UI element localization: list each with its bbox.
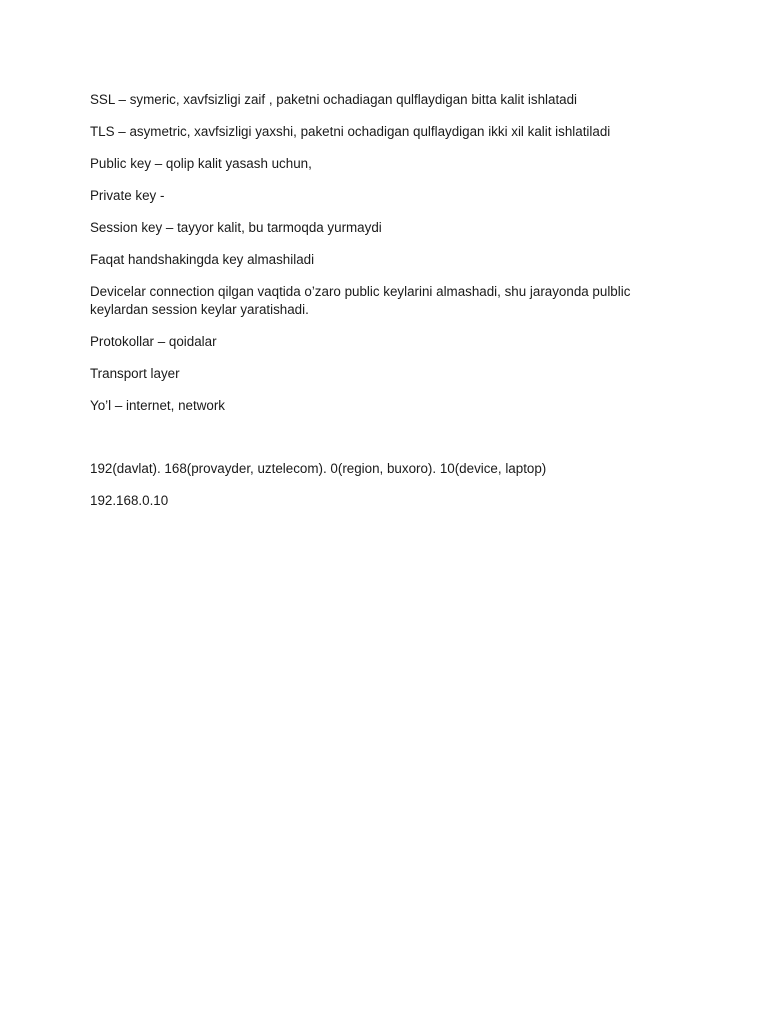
paragraph-protokollar: Protokollar – qoidalar — [90, 334, 217, 349]
paragraph-ssl: SSL – symeric, xavfsizligi zaif , paketni ochadiagan qulflaydigan bitta kalit ishlatadi — [90, 92, 578, 107]
paragraph-handshaking: Faqat handshakingda key almashiladi — [90, 252, 315, 267]
paragraph-transport-layer: Transport layer — [90, 366, 180, 381]
paragraph-session-key: Session key – tayyor kalit, bu tarmoqda yurmaydi — [90, 220, 382, 235]
paragraph-public-key: Public key – qolip kalit yasash uchun, — [90, 156, 312, 171]
blank-line — [90, 429, 672, 460]
paragraph-tls: TLS – asymetric, xavfsizligi yaxshi, paketni ochadigan qulflaydigan ikki xil kalit ishlatiladi — [90, 124, 611, 139]
paragraph-ip-address: 192.168.0.10 — [90, 493, 169, 508]
paragraph-devicelar: Devicelar connection qilgan vaqtida o’zaro public keylarini almashadi, shu jarayonda pulblic keylardan session keylar yaratishadi. — [90, 284, 635, 317]
paragraph-private-key: Private key - — [90, 188, 165, 203]
paragraph-yol: Yo’l – internet, network — [90, 398, 225, 413]
paragraph-ip-breakdown: 192(davlat). 168(provayder, uztelecom). 0(region, buxoro). 10(device, laptop) — [90, 461, 547, 476]
